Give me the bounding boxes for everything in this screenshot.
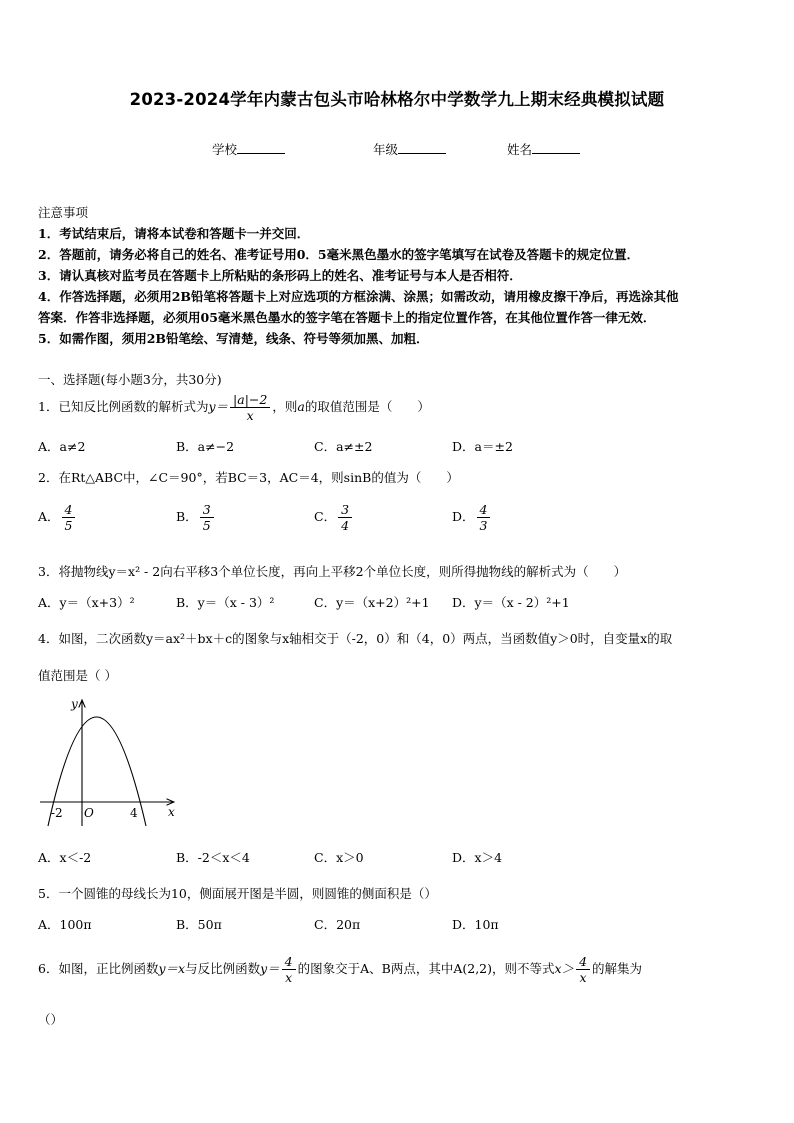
question-4: 4．如图，二次函数y＝ax²＋bx＋c的图象与x轴相交于（-2，0）和（4，0）两点，当函数值y＞0时，自变量x的取 xyxy=(38,631,673,646)
q2-c-fraction xyxy=(338,502,352,533)
question-4-cont: 值范围是（ ） xyxy=(38,668,117,683)
q6-mid: 与反比例函数 xyxy=(185,961,261,976)
y-axis-label: y xyxy=(71,697,78,711)
grade-blank[interactable] xyxy=(398,141,446,154)
question-3: 3．将抛物线y＝x² - 2向右平移3个单位长度，再向上平移2个单位长度，则所得抛物线的解析式为（ ） xyxy=(38,564,627,579)
parabola-graph xyxy=(34,694,184,830)
x-axis-label: x xyxy=(168,805,175,819)
q1-option-d[interactable]: D．a＝±2 xyxy=(452,439,513,454)
q4-option-a[interactable]: A．x＜-2 xyxy=(38,850,92,865)
q2-d-den: 3 xyxy=(479,518,488,533)
question-1 xyxy=(38,392,430,423)
q2-option-a[interactable] xyxy=(38,502,77,533)
q6-post: 的解集为 xyxy=(592,961,643,976)
q2-option-c[interactable] xyxy=(314,502,354,533)
question-2: 2．在Rt△ABC中，∠C＝90°，若BC＝3，AC＝4，则sinB的值为（ ） xyxy=(38,470,459,485)
q1-option-c[interactable]: C．a≠±2 xyxy=(314,439,373,454)
q1-lhs: y＝ xyxy=(208,399,229,414)
q4-option-c[interactable]: C．x＞0 xyxy=(314,850,364,865)
q1-fraction xyxy=(230,392,270,423)
notice-item: 5．如需作图，须用2B铅笔绘、写清楚，线条、符号等须加黑、加粗． xyxy=(38,331,429,346)
notice-item: 4．作答选择题，必须用2B铅笔将答题卡上对应选项的方框涂满、涂黑；如需改动，请用橡皮擦干净后，再选涂其他 xyxy=(38,289,679,304)
q6-inequality-fraction xyxy=(576,954,590,985)
q6-ineq-den: x xyxy=(579,970,587,985)
q6-f2-num: 4 xyxy=(282,954,296,970)
q2-b-den: 5 xyxy=(202,518,211,533)
q1-prefix: 1．已知反比例函数的解析式为 xyxy=(38,399,209,414)
question-6-cont: （） xyxy=(38,1012,64,1027)
q1-numerator: |a|−2 xyxy=(230,392,270,408)
school-blank[interactable] xyxy=(237,141,285,154)
q2-c-label: C． xyxy=(314,509,337,524)
q2-d-num: 4 xyxy=(477,502,491,518)
q6-ineq-num: 4 xyxy=(576,954,590,970)
name-label: 姓名 xyxy=(507,142,533,157)
q2-a-label: A． xyxy=(38,509,60,524)
q5-option-b[interactable]: B．50π xyxy=(176,917,222,932)
section-heading: 一、选择题(每小题3分，共30分) xyxy=(38,372,222,387)
question-6 xyxy=(38,954,642,985)
q2-c-den: 4 xyxy=(341,518,350,533)
right-root-label: 4 xyxy=(130,806,138,820)
name-field[interactable] xyxy=(507,140,580,158)
q3-option-a[interactable]: A．y＝（x+3）² xyxy=(38,595,135,610)
q1-denominator: x xyxy=(246,408,254,423)
q2-option-d[interactable] xyxy=(452,502,492,533)
grade-field[interactable] xyxy=(373,140,446,158)
name-blank[interactable] xyxy=(532,141,580,154)
q4-option-d[interactable]: D．x＞4 xyxy=(452,850,503,865)
notice-item: 1．考试结束后，请将本试卷和答题卡一并交回． xyxy=(38,226,310,241)
q1-post2: 的取值范围是（ ） xyxy=(304,399,430,414)
notice-item: 3．请认真核对监考员在答题卡上所粘贴的条形码上的姓名、准考证号与本人是否相符． xyxy=(38,268,522,283)
notice-heading: 注意事项 xyxy=(38,205,89,220)
q2-a-num: 4 xyxy=(62,502,76,518)
q1-post: ，则 xyxy=(272,399,298,414)
q2-d-fraction xyxy=(477,502,491,533)
question-5: 5．一个圆锥的母线长为10，侧面展开图是半圆，则圆锥的侧面积是（） xyxy=(38,886,437,901)
q5-option-a[interactable]: A．100π xyxy=(38,917,92,932)
grade-label: 年级 xyxy=(373,142,399,157)
q2-c-num: 3 xyxy=(338,502,352,518)
q5-option-c[interactable]: C．20π xyxy=(314,917,361,932)
notice-item: 答案．作答非选择题，必须用05毫米黑色墨水的签字笔在答题卡上的指定位置作答，在其他位置作答一律无效． xyxy=(38,310,656,325)
q6-inequality: x＞ xyxy=(554,961,575,976)
q2-option-b[interactable] xyxy=(176,502,216,533)
q2-d-label: D． xyxy=(452,509,475,524)
page-title: 2023-2024学年内蒙古包头市哈林格尔中学数学九上期末经典模拟试题 xyxy=(129,90,665,109)
q3-option-c[interactable]: C．y＝（x+2）²+1 xyxy=(314,595,430,610)
q6-func1: y＝x xyxy=(158,961,186,976)
origin-label: O xyxy=(84,806,94,820)
q4-option-b[interactable]: B．-2＜x＜4 xyxy=(176,850,250,865)
q6-mid2: 的图象交于A、B两点，其中A(2,2)，则不等式 xyxy=(297,961,555,976)
q6-func2-lhs: y＝ xyxy=(260,961,280,976)
student-info-row xyxy=(0,140,794,160)
q1-option-a[interactable]: A．a≠2 xyxy=(38,439,86,454)
q3-option-d[interactable]: D．y＝（x - 2）²+1 xyxy=(452,595,570,610)
q1-var: a xyxy=(297,399,305,414)
school-field[interactable] xyxy=(212,140,285,158)
q2-b-num: 3 xyxy=(200,502,214,518)
notice-item: 2．答题前，请务必将自己的姓名、准考证号用0．5毫米黑色墨水的签字笔填写在试卷及答题卡的规定位置． xyxy=(38,247,640,262)
q2-b-fraction xyxy=(200,502,214,533)
q6-func2-fraction xyxy=(282,954,296,985)
q2-b-label: B． xyxy=(176,509,198,524)
q6-f2-den: x xyxy=(285,970,293,985)
left-root-label: -2 xyxy=(51,806,63,820)
q2-a-fraction xyxy=(62,502,76,533)
q2-a-den: 5 xyxy=(64,518,73,533)
q1-option-b[interactable]: B．a≠−2 xyxy=(176,439,235,454)
q5-option-d[interactable]: D．10π xyxy=(452,917,499,932)
q6-prefix: 6．如图，正比例函数 xyxy=(38,961,159,976)
school-label: 学校 xyxy=(212,142,238,157)
q3-option-b[interactable]: B．y＝（x - 3）² xyxy=(176,595,275,610)
